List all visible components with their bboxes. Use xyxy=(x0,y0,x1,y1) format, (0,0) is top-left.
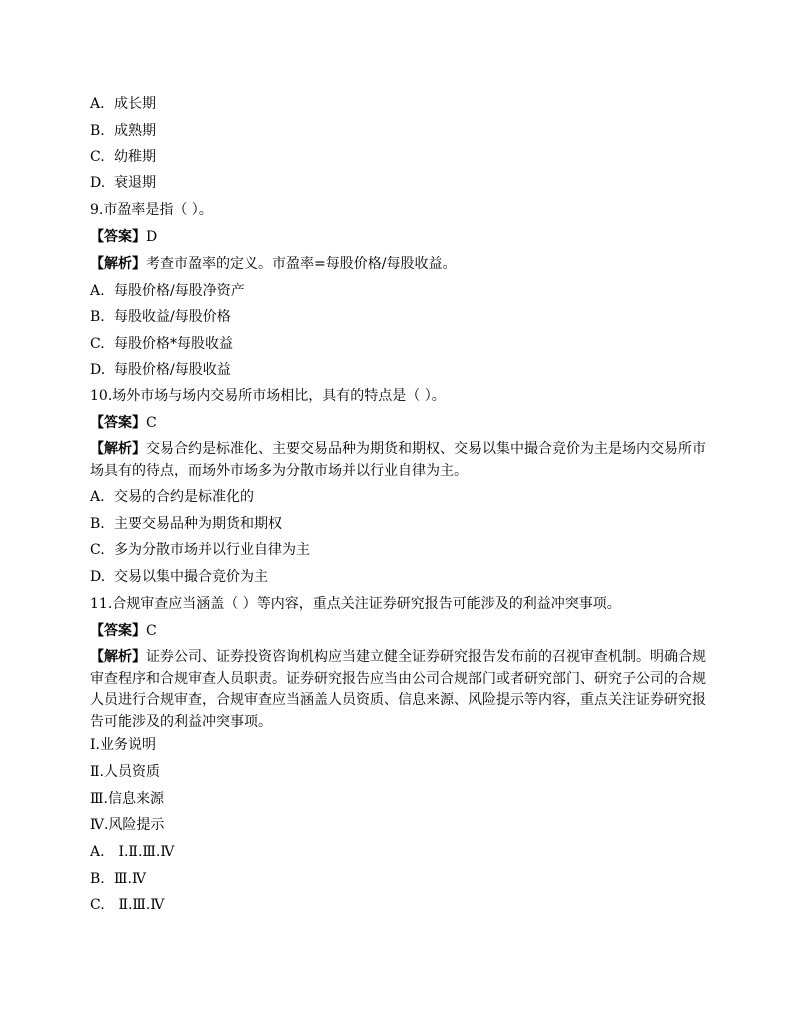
analysis-paragraph xyxy=(90,254,715,274)
option-letter: A. xyxy=(90,283,105,299)
line-text: 成长期 xyxy=(114,96,156,112)
answer-option xyxy=(90,281,715,301)
option-letter: C. xyxy=(90,149,105,165)
option-letter: D. xyxy=(90,569,106,585)
line-text: Ⅲ.信息来源 xyxy=(90,791,164,807)
line-text: 每股价格/每股收益 xyxy=(114,362,231,378)
line-text: 证券公司、证券投资咨询机构应当建立健全证券研究报告发布前的召视审查机制。明确合规审查程序和合规审查人员职责。证券研究报告应当由公司合规部门或者研究部门、研究子公司的合规人员进行合规审查，合规审查应当涵盖人员资质、信息来源、风险提示等内容，重点关注证券研究报告可能涉及的利益冲突事项。 xyxy=(90,649,706,730)
answer-option xyxy=(90,567,715,587)
answer-option xyxy=(90,334,715,354)
line-text: 多为分散市场并以行业自律为主 xyxy=(114,542,310,558)
line-text: Ⅱ.人员资质 xyxy=(90,764,160,780)
line-text: D xyxy=(146,229,158,245)
line-text: 9.市盈率是指（ ）。 xyxy=(90,202,213,218)
option-letter: C. xyxy=(90,542,105,558)
line-text: 成熟期 xyxy=(114,123,156,139)
section-tag: 【答案】 xyxy=(90,415,146,431)
answer-option xyxy=(90,121,715,141)
section-tag: 【解析】 xyxy=(90,441,146,457)
question-line xyxy=(90,762,715,782)
line-text: C xyxy=(146,623,157,639)
section-tag: 【答案】 xyxy=(90,229,146,245)
option-letter: D. xyxy=(90,175,106,191)
answer-option xyxy=(90,895,715,915)
option-letter: B. xyxy=(90,309,105,325)
analysis-paragraph xyxy=(90,439,715,482)
option-letter: A. xyxy=(90,844,105,860)
answer-option xyxy=(90,94,715,114)
line-text: 每股价格*每股收益 xyxy=(114,336,233,352)
question-line xyxy=(90,386,715,406)
section-tag: 【解析】 xyxy=(90,256,146,272)
answer-option xyxy=(90,173,715,193)
answer-option xyxy=(90,842,715,862)
analysis-paragraph xyxy=(90,647,715,733)
question-line xyxy=(90,789,715,809)
option-letter: A. xyxy=(90,489,105,505)
line-text: 幼稚期 xyxy=(114,149,156,165)
answer-option xyxy=(90,487,715,507)
line-text: 每股价格/每股净资产 xyxy=(114,283,245,299)
answer-option xyxy=(90,147,715,167)
line-text: Ⅱ.Ⅲ.Ⅳ xyxy=(114,897,165,913)
question-line xyxy=(90,594,715,614)
question-line xyxy=(90,200,715,220)
line-text: 每股收益/每股价格 xyxy=(114,309,231,325)
line-text: 10.场外市场与场内交易所市场相比，具有的特点是（ ）。 xyxy=(90,388,446,404)
option-letter: B. xyxy=(90,123,105,139)
answer-option xyxy=(90,307,715,327)
option-letter: C. xyxy=(90,897,105,913)
section-tag: 【解析】 xyxy=(90,649,146,665)
option-letter: B. xyxy=(90,516,105,532)
question-line xyxy=(90,735,715,755)
option-letter: B. xyxy=(90,871,105,887)
answer-line xyxy=(90,227,715,247)
question-line xyxy=(90,815,715,835)
line-text: Ⅰ.业务说明 xyxy=(90,737,156,753)
answer-line xyxy=(90,413,715,433)
line-text: 交易以集中撮合竞价为主 xyxy=(114,569,268,585)
line-text: 考查市盈率的定义。市盈率=每股价格/每股收益。 xyxy=(146,256,457,272)
line-text: Ⅰ.Ⅱ.Ⅲ.Ⅳ xyxy=(114,844,175,860)
line-text: 主要交易品种为期货和期权 xyxy=(114,516,282,532)
line-text: 交易的合约是标准化的 xyxy=(114,489,254,505)
line-text: 11.合规审查应当涵盖（ ）等内容，重点关注证券研究报告可能涉及的利益冲突事项。 xyxy=(90,596,621,612)
answer-option xyxy=(90,514,715,534)
line-text: 衰退期 xyxy=(114,175,156,191)
option-letter: A. xyxy=(90,96,105,112)
line-text: 交易合约是标准化、主要交易品种为期货和期权、交易以集中撮合竞价为主是场内交易所市场具有的待点，而场外市场多为分散市场并以行业自律为主。 xyxy=(90,441,706,479)
option-letter: C. xyxy=(90,336,105,352)
option-letter: D. xyxy=(90,362,106,378)
answer-option xyxy=(90,360,715,380)
line-text: Ⅳ.风险提示 xyxy=(90,817,165,833)
answer-option xyxy=(90,869,715,889)
answer-option xyxy=(90,540,715,560)
line-text: Ⅲ.Ⅳ xyxy=(114,871,146,887)
line-text: C xyxy=(146,415,157,431)
answer-line xyxy=(90,621,715,641)
section-tag: 【答案】 xyxy=(90,623,146,639)
